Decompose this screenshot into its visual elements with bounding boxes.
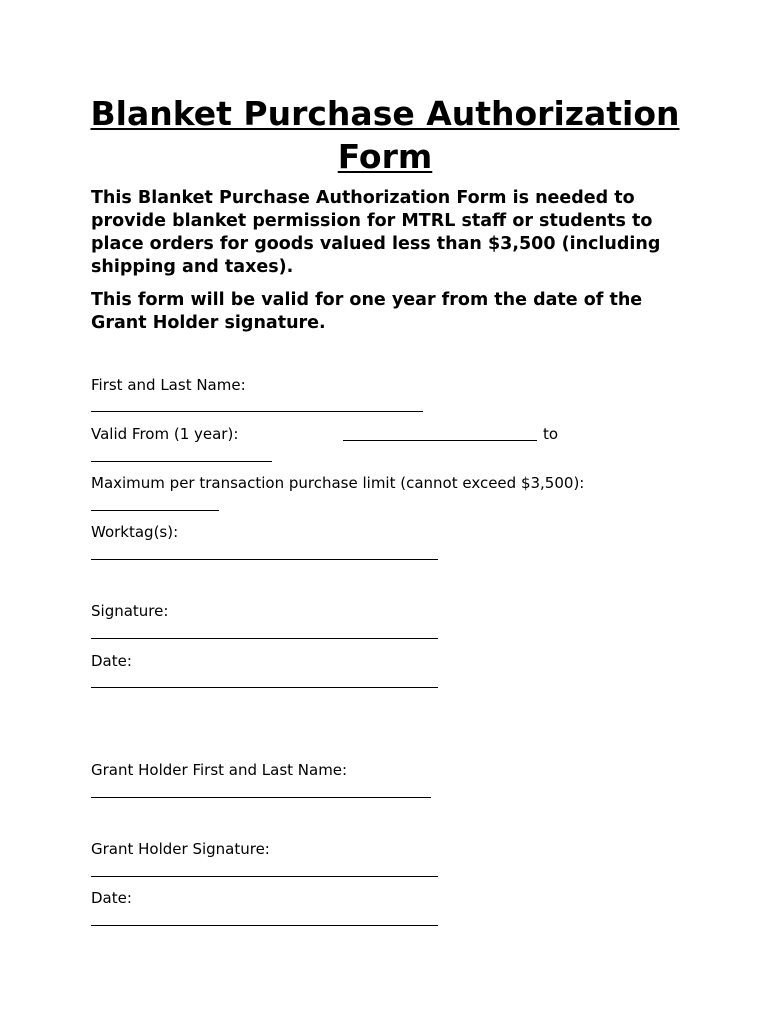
date-label: Date: xyxy=(91,652,132,670)
purchase-limit-field-line[interactable] xyxy=(91,510,219,511)
validity-paragraph: This form will be valid for one year from the date of the Grant Holder signature. xyxy=(91,290,643,333)
name-field-line[interactable] xyxy=(91,411,423,412)
signature-field-line[interactable] xyxy=(91,638,438,639)
grant-holder-date-label: Date: xyxy=(91,889,132,907)
intro-paragraph: This Blanket Purchase Authorization Form is needed to provide blanket permission for MTRL staff or students to place orders for goods valued less than $3,500 (including shipping and taxes). xyxy=(91,188,661,277)
name-label: First and Last Name: xyxy=(91,376,246,394)
grant-holder-date-field-line[interactable] xyxy=(91,925,438,926)
date-field-line[interactable] xyxy=(91,687,438,688)
form-title: Blanket Purchase Authorization Form xyxy=(90,94,680,176)
purchase-limit-label: Maximum per transaction purchase limit (cannot exceed $3,500): xyxy=(91,474,585,492)
valid-from-label: Valid From (1 year): xyxy=(91,425,239,443)
valid-to-field-line[interactable] xyxy=(91,461,272,462)
signature-label: Signature: xyxy=(91,602,169,620)
worktags-field-line[interactable] xyxy=(91,559,438,560)
valid-from-field-line[interactable] xyxy=(343,440,537,441)
valid-to-label: to xyxy=(543,425,559,443)
grant-holder-signature-field-line[interactable] xyxy=(91,876,438,877)
grant-holder-signature-label: Grant Holder Signature: xyxy=(91,840,270,858)
grant-holder-name-field-line[interactable] xyxy=(91,797,431,798)
grant-holder-name-label: Grant Holder First and Last Name: xyxy=(91,761,348,779)
worktags-label: Worktag(s): xyxy=(91,523,179,541)
